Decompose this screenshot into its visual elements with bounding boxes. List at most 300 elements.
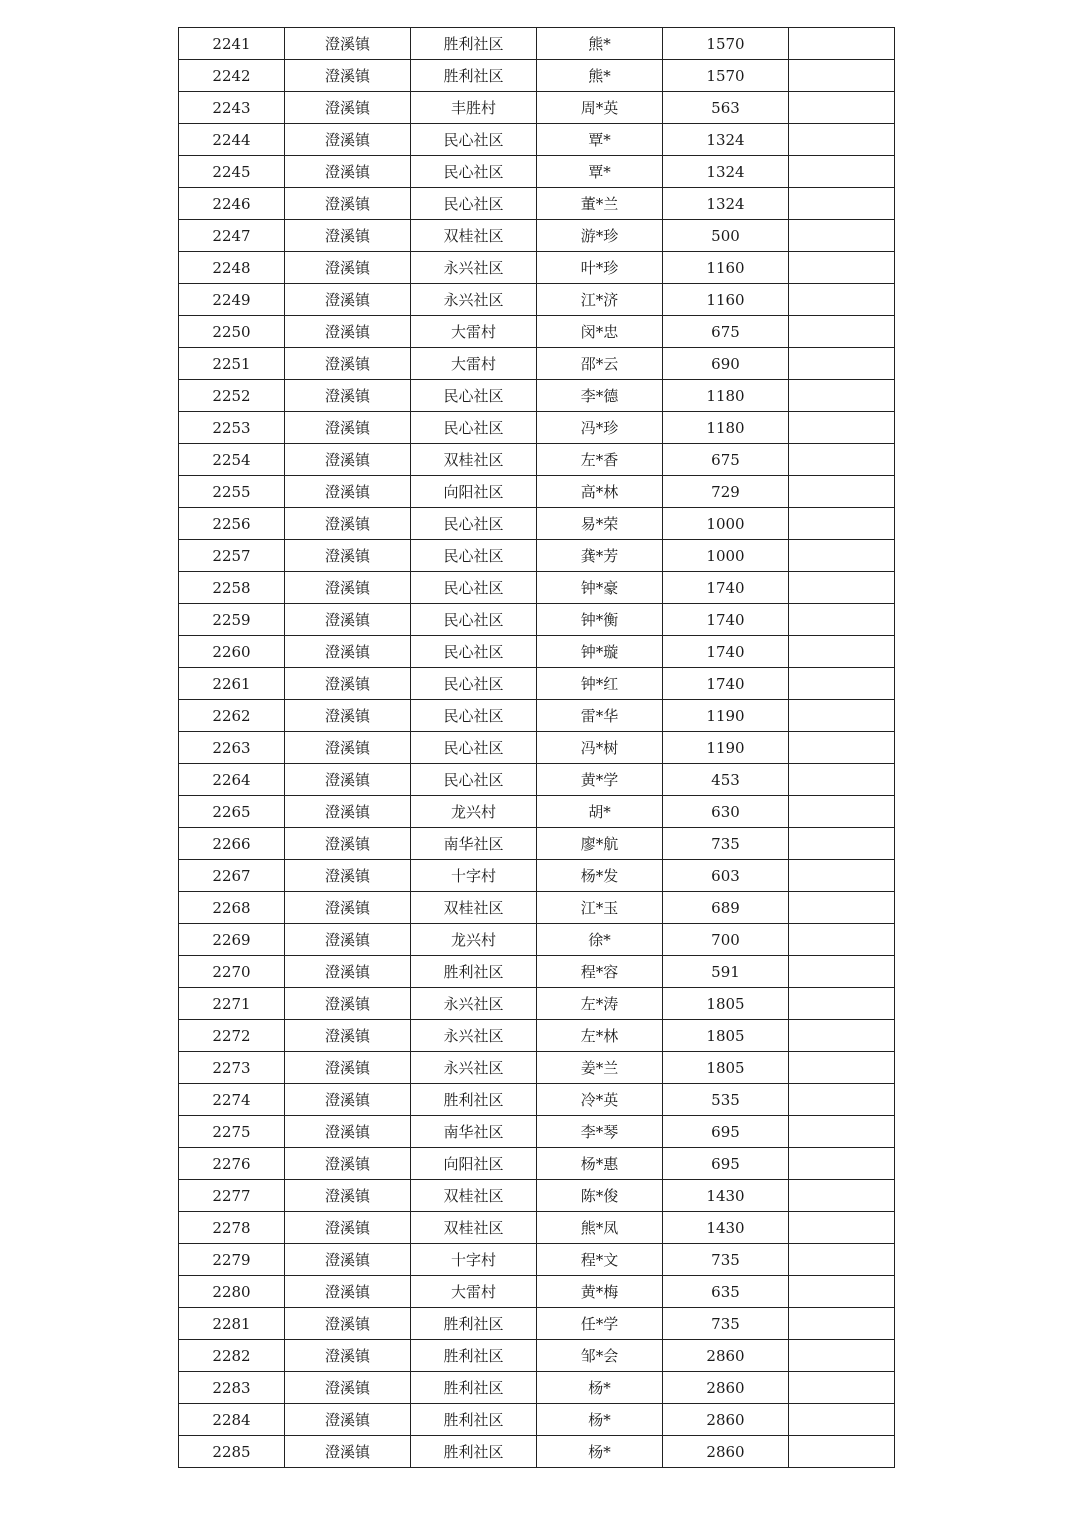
town-cell: 澄溪镇 <box>285 828 411 860</box>
note-cell <box>789 508 895 540</box>
data-table <box>178 27 895 1468</box>
note-cell <box>789 636 895 668</box>
name-cell: 江*玉 <box>537 892 663 924</box>
note-cell <box>789 1436 895 1468</box>
community-cell: 民心社区 <box>411 732 537 764</box>
seq-cell: 2256 <box>179 508 285 540</box>
note-cell <box>789 1180 895 1212</box>
table-row <box>179 668 895 700</box>
table-row <box>179 796 895 828</box>
table-row <box>179 764 895 796</box>
town-cell: 澄溪镇 <box>285 1084 411 1116</box>
community-cell: 大雷村 <box>411 348 537 380</box>
amount-cell: 735 <box>663 828 789 860</box>
community-cell: 双桂社区 <box>411 1180 537 1212</box>
table-row <box>179 924 895 956</box>
name-cell: 廖*航 <box>537 828 663 860</box>
note-cell <box>789 540 895 572</box>
amount-cell: 1324 <box>663 188 789 220</box>
seq-cell: 2284 <box>179 1404 285 1436</box>
amount-cell: 535 <box>663 1084 789 1116</box>
table-row <box>179 412 895 444</box>
name-cell: 钟*豪 <box>537 572 663 604</box>
name-cell: 覃* <box>537 156 663 188</box>
seq-cell: 2265 <box>179 796 285 828</box>
seq-cell: 2249 <box>179 284 285 316</box>
seq-cell: 2259 <box>179 604 285 636</box>
name-cell: 高*林 <box>537 476 663 508</box>
community-cell: 向阳社区 <box>411 476 537 508</box>
seq-cell: 2279 <box>179 1244 285 1276</box>
table-row <box>179 508 895 540</box>
table-row <box>179 1340 895 1372</box>
amount-cell: 2860 <box>663 1372 789 1404</box>
amount-cell: 1000 <box>663 540 789 572</box>
amount-cell: 1740 <box>663 604 789 636</box>
table-row <box>179 380 895 412</box>
note-cell <box>789 188 895 220</box>
amount-cell: 1324 <box>663 124 789 156</box>
town-cell: 澄溪镇 <box>285 1372 411 1404</box>
town-cell: 澄溪镇 <box>285 1052 411 1084</box>
name-cell: 易*荣 <box>537 508 663 540</box>
note-cell <box>789 284 895 316</box>
note-cell <box>789 156 895 188</box>
name-cell: 周*英 <box>537 92 663 124</box>
name-cell: 左*涛 <box>537 988 663 1020</box>
name-cell: 杨* <box>537 1404 663 1436</box>
amount-cell: 1740 <box>663 572 789 604</box>
seq-cell: 2247 <box>179 220 285 252</box>
community-cell: 丰胜村 <box>411 92 537 124</box>
note-cell <box>789 796 895 828</box>
note-cell <box>789 572 895 604</box>
town-cell: 澄溪镇 <box>285 892 411 924</box>
name-cell: 程*文 <box>537 1244 663 1276</box>
town-cell: 澄溪镇 <box>285 956 411 988</box>
name-cell: 钟*衡 <box>537 604 663 636</box>
community-cell: 胜利社区 <box>411 1340 537 1372</box>
town-cell: 澄溪镇 <box>285 924 411 956</box>
amount-cell: 1430 <box>663 1212 789 1244</box>
seq-cell: 2258 <box>179 572 285 604</box>
name-cell: 钟*红 <box>537 668 663 700</box>
community-cell: 民心社区 <box>411 124 537 156</box>
seq-cell: 2244 <box>179 124 285 156</box>
community-cell: 永兴社区 <box>411 284 537 316</box>
name-cell: 杨* <box>537 1372 663 1404</box>
town-cell: 澄溪镇 <box>285 540 411 572</box>
seq-cell: 2282 <box>179 1340 285 1372</box>
community-cell: 胜利社区 <box>411 60 537 92</box>
community-cell: 胜利社区 <box>411 28 537 60</box>
seq-cell: 2264 <box>179 764 285 796</box>
table-row <box>179 1148 895 1180</box>
town-cell: 澄溪镇 <box>285 1308 411 1340</box>
table-row <box>179 1180 895 1212</box>
seq-cell: 2270 <box>179 956 285 988</box>
community-cell: 民心社区 <box>411 412 537 444</box>
community-cell: 南华社区 <box>411 1116 537 1148</box>
amount-cell: 729 <box>663 476 789 508</box>
community-cell: 民心社区 <box>411 156 537 188</box>
community-cell: 民心社区 <box>411 540 537 572</box>
seq-cell: 2251 <box>179 348 285 380</box>
name-cell: 江*济 <box>537 284 663 316</box>
note-cell <box>789 252 895 284</box>
note-cell <box>789 956 895 988</box>
seq-cell: 2245 <box>179 156 285 188</box>
name-cell: 任*学 <box>537 1308 663 1340</box>
town-cell: 澄溪镇 <box>285 604 411 636</box>
note-cell <box>789 828 895 860</box>
amount-cell: 603 <box>663 860 789 892</box>
community-cell: 胜利社区 <box>411 1084 537 1116</box>
name-cell: 姜*兰 <box>537 1052 663 1084</box>
name-cell: 覃* <box>537 124 663 156</box>
community-cell: 民心社区 <box>411 764 537 796</box>
seq-cell: 2280 <box>179 1276 285 1308</box>
seq-cell: 2241 <box>179 28 285 60</box>
town-cell: 澄溪镇 <box>285 476 411 508</box>
town-cell: 澄溪镇 <box>285 1276 411 1308</box>
town-cell: 澄溪镇 <box>285 444 411 476</box>
note-cell <box>789 892 895 924</box>
note-cell <box>789 28 895 60</box>
amount-cell: 735 <box>663 1244 789 1276</box>
community-cell: 龙兴村 <box>411 924 537 956</box>
town-cell: 澄溪镇 <box>285 188 411 220</box>
amount-cell: 635 <box>663 1276 789 1308</box>
amount-cell: 675 <box>663 316 789 348</box>
town-cell: 澄溪镇 <box>285 668 411 700</box>
note-cell <box>789 1116 895 1148</box>
name-cell: 叶*珍 <box>537 252 663 284</box>
seq-cell: 2271 <box>179 988 285 1020</box>
name-cell: 熊*凤 <box>537 1212 663 1244</box>
note-cell <box>789 316 895 348</box>
town-cell: 澄溪镇 <box>285 92 411 124</box>
name-cell: 闵*忠 <box>537 316 663 348</box>
community-cell: 龙兴村 <box>411 796 537 828</box>
note-cell <box>789 1212 895 1244</box>
seq-cell: 2266 <box>179 828 285 860</box>
name-cell: 熊* <box>537 60 663 92</box>
amount-cell: 700 <box>663 924 789 956</box>
table-row <box>179 1244 895 1276</box>
table-row <box>179 956 895 988</box>
seq-cell: 2254 <box>179 444 285 476</box>
community-cell: 民心社区 <box>411 188 537 220</box>
town-cell: 澄溪镇 <box>285 1180 411 1212</box>
town-cell: 澄溪镇 <box>285 220 411 252</box>
note-cell <box>789 476 895 508</box>
table-row <box>179 28 895 60</box>
seq-cell: 2257 <box>179 540 285 572</box>
community-cell: 双桂社区 <box>411 444 537 476</box>
community-cell: 民心社区 <box>411 700 537 732</box>
seq-cell: 2285 <box>179 1436 285 1468</box>
seq-cell: 2277 <box>179 1180 285 1212</box>
note-cell <box>789 444 895 476</box>
seq-cell: 2253 <box>179 412 285 444</box>
note-cell <box>789 764 895 796</box>
name-cell: 陈*俊 <box>537 1180 663 1212</box>
note-cell <box>789 412 895 444</box>
table-row <box>179 988 895 1020</box>
community-cell: 民心社区 <box>411 572 537 604</box>
town-cell: 澄溪镇 <box>285 252 411 284</box>
town-cell: 澄溪镇 <box>285 156 411 188</box>
name-cell: 黄*学 <box>537 764 663 796</box>
name-cell: 邵*云 <box>537 348 663 380</box>
name-cell: 左*林 <box>537 1020 663 1052</box>
name-cell: 杨*发 <box>537 860 663 892</box>
table-row <box>179 1020 895 1052</box>
table-row <box>179 124 895 156</box>
seq-cell: 2274 <box>179 1084 285 1116</box>
amount-cell: 1570 <box>663 60 789 92</box>
note-cell <box>789 1148 895 1180</box>
amount-cell: 695 <box>663 1148 789 1180</box>
note-cell <box>789 860 895 892</box>
note-cell <box>789 92 895 124</box>
name-cell: 邹*会 <box>537 1340 663 1372</box>
note-cell <box>789 348 895 380</box>
seq-cell: 2250 <box>179 316 285 348</box>
name-cell: 杨*惠 <box>537 1148 663 1180</box>
note-cell <box>789 1404 895 1436</box>
name-cell: 冯*珍 <box>537 412 663 444</box>
community-cell: 永兴社区 <box>411 988 537 1020</box>
community-cell: 永兴社区 <box>411 252 537 284</box>
community-cell: 大雷村 <box>411 316 537 348</box>
table-row <box>179 860 895 892</box>
seq-cell: 2276 <box>179 1148 285 1180</box>
table-row <box>179 572 895 604</box>
community-cell: 胜利社区 <box>411 1404 537 1436</box>
table-row <box>179 220 895 252</box>
community-cell: 双桂社区 <box>411 892 537 924</box>
amount-cell: 1430 <box>663 1180 789 1212</box>
name-cell: 左*香 <box>537 444 663 476</box>
amount-cell: 1190 <box>663 700 789 732</box>
town-cell: 澄溪镇 <box>285 1212 411 1244</box>
amount-cell: 695 <box>663 1116 789 1148</box>
seq-cell: 2275 <box>179 1116 285 1148</box>
table-row <box>179 1116 895 1148</box>
seq-cell: 2267 <box>179 860 285 892</box>
note-cell <box>789 668 895 700</box>
note-cell <box>789 1276 895 1308</box>
town-cell: 澄溪镇 <box>285 124 411 156</box>
table-row <box>179 60 895 92</box>
town-cell: 澄溪镇 <box>285 284 411 316</box>
note-cell <box>789 1244 895 1276</box>
table-row <box>179 1276 895 1308</box>
seq-cell: 2268 <box>179 892 285 924</box>
community-cell: 十字村 <box>411 860 537 892</box>
seq-cell: 2260 <box>179 636 285 668</box>
community-cell: 胜利社区 <box>411 1372 537 1404</box>
amount-cell: 1324 <box>663 156 789 188</box>
name-cell: 龚*芳 <box>537 540 663 572</box>
seq-cell: 2283 <box>179 1372 285 1404</box>
amount-cell: 1805 <box>663 1020 789 1052</box>
table-row <box>179 636 895 668</box>
name-cell: 冷*英 <box>537 1084 663 1116</box>
amount-cell: 1000 <box>663 508 789 540</box>
table-row <box>179 284 895 316</box>
amount-cell: 1740 <box>663 636 789 668</box>
community-cell: 大雷村 <box>411 1276 537 1308</box>
town-cell: 澄溪镇 <box>285 764 411 796</box>
town-cell: 澄溪镇 <box>285 1404 411 1436</box>
community-cell: 民心社区 <box>411 668 537 700</box>
amount-cell: 500 <box>663 220 789 252</box>
seq-cell: 2261 <box>179 668 285 700</box>
town-cell: 澄溪镇 <box>285 508 411 540</box>
note-cell <box>789 1308 895 1340</box>
amount-cell: 1180 <box>663 412 789 444</box>
seq-cell: 2248 <box>179 252 285 284</box>
name-cell: 游*珍 <box>537 220 663 252</box>
amount-cell: 675 <box>663 444 789 476</box>
table-row <box>179 828 895 860</box>
amount-cell: 1805 <box>663 988 789 1020</box>
community-cell: 向阳社区 <box>411 1148 537 1180</box>
table-row <box>179 1084 895 1116</box>
seq-cell: 2269 <box>179 924 285 956</box>
table-row <box>179 540 895 572</box>
community-cell: 民心社区 <box>411 508 537 540</box>
seq-cell: 2272 <box>179 1020 285 1052</box>
town-cell: 澄溪镇 <box>285 700 411 732</box>
note-cell <box>789 1084 895 1116</box>
town-cell: 澄溪镇 <box>285 1148 411 1180</box>
note-cell <box>789 1052 895 1084</box>
name-cell: 黄*梅 <box>537 1276 663 1308</box>
table-row <box>179 348 895 380</box>
town-cell: 澄溪镇 <box>285 636 411 668</box>
table-row <box>179 892 895 924</box>
town-cell: 澄溪镇 <box>285 412 411 444</box>
name-cell: 杨* <box>537 1436 663 1468</box>
table-row <box>179 252 895 284</box>
town-cell: 澄溪镇 <box>285 1244 411 1276</box>
table-row <box>179 1212 895 1244</box>
town-cell: 澄溪镇 <box>285 732 411 764</box>
amount-cell: 630 <box>663 796 789 828</box>
name-cell: 董*兰 <box>537 188 663 220</box>
town-cell: 澄溪镇 <box>285 380 411 412</box>
table-row <box>179 476 895 508</box>
name-cell: 冯*树 <box>537 732 663 764</box>
community-cell: 民心社区 <box>411 604 537 636</box>
note-cell <box>789 124 895 156</box>
town-cell: 澄溪镇 <box>285 348 411 380</box>
community-cell: 民心社区 <box>411 636 537 668</box>
amount-cell: 690 <box>663 348 789 380</box>
table-row <box>179 92 895 124</box>
community-cell: 双桂社区 <box>411 220 537 252</box>
note-cell <box>789 988 895 1020</box>
note-cell <box>789 220 895 252</box>
amount-cell: 1160 <box>663 284 789 316</box>
table-row <box>179 700 895 732</box>
amount-cell: 453 <box>663 764 789 796</box>
table-row <box>179 1372 895 1404</box>
table-row <box>179 1052 895 1084</box>
seq-cell: 2255 <box>179 476 285 508</box>
community-cell: 胜利社区 <box>411 1436 537 1468</box>
seq-cell: 2262 <box>179 700 285 732</box>
town-cell: 澄溪镇 <box>285 1020 411 1052</box>
community-cell: 胜利社区 <box>411 956 537 988</box>
amount-cell: 2860 <box>663 1404 789 1436</box>
town-cell: 澄溪镇 <box>285 1340 411 1372</box>
table-row <box>179 156 895 188</box>
community-cell: 十字村 <box>411 1244 537 1276</box>
note-cell <box>789 732 895 764</box>
table-row <box>179 188 895 220</box>
note-cell <box>789 604 895 636</box>
community-cell: 永兴社区 <box>411 1020 537 1052</box>
note-cell <box>789 1020 895 1052</box>
seq-cell: 2242 <box>179 60 285 92</box>
name-cell: 钟*璇 <box>537 636 663 668</box>
name-cell: 雷*华 <box>537 700 663 732</box>
name-cell: 徐* <box>537 924 663 956</box>
name-cell: 熊* <box>537 28 663 60</box>
town-cell: 澄溪镇 <box>285 28 411 60</box>
town-cell: 澄溪镇 <box>285 988 411 1020</box>
seq-cell: 2263 <box>179 732 285 764</box>
town-cell: 澄溪镇 <box>285 60 411 92</box>
amount-cell: 1190 <box>663 732 789 764</box>
name-cell: 李*琴 <box>537 1116 663 1148</box>
seq-cell: 2243 <box>179 92 285 124</box>
town-cell: 澄溪镇 <box>285 860 411 892</box>
community-cell: 胜利社区 <box>411 1308 537 1340</box>
seq-cell: 2273 <box>179 1052 285 1084</box>
note-cell <box>789 1340 895 1372</box>
table-row <box>179 1436 895 1468</box>
amount-cell: 563 <box>663 92 789 124</box>
name-cell: 程*容 <box>537 956 663 988</box>
note-cell <box>789 380 895 412</box>
note-cell <box>789 924 895 956</box>
seq-cell: 2278 <box>179 1212 285 1244</box>
seq-cell: 2281 <box>179 1308 285 1340</box>
seq-cell: 2252 <box>179 380 285 412</box>
amount-cell: 1180 <box>663 380 789 412</box>
table-row <box>179 316 895 348</box>
amount-cell: 1805 <box>663 1052 789 1084</box>
town-cell: 澄溪镇 <box>285 796 411 828</box>
table-row <box>179 604 895 636</box>
name-cell: 胡* <box>537 796 663 828</box>
amount-cell: 2860 <box>663 1436 789 1468</box>
community-cell: 民心社区 <box>411 380 537 412</box>
amount-cell: 591 <box>663 956 789 988</box>
amount-cell: 2860 <box>663 1340 789 1372</box>
amount-cell: 689 <box>663 892 789 924</box>
name-cell: 李*德 <box>537 380 663 412</box>
note-cell <box>789 700 895 732</box>
amount-cell: 1160 <box>663 252 789 284</box>
table-row <box>179 1308 895 1340</box>
